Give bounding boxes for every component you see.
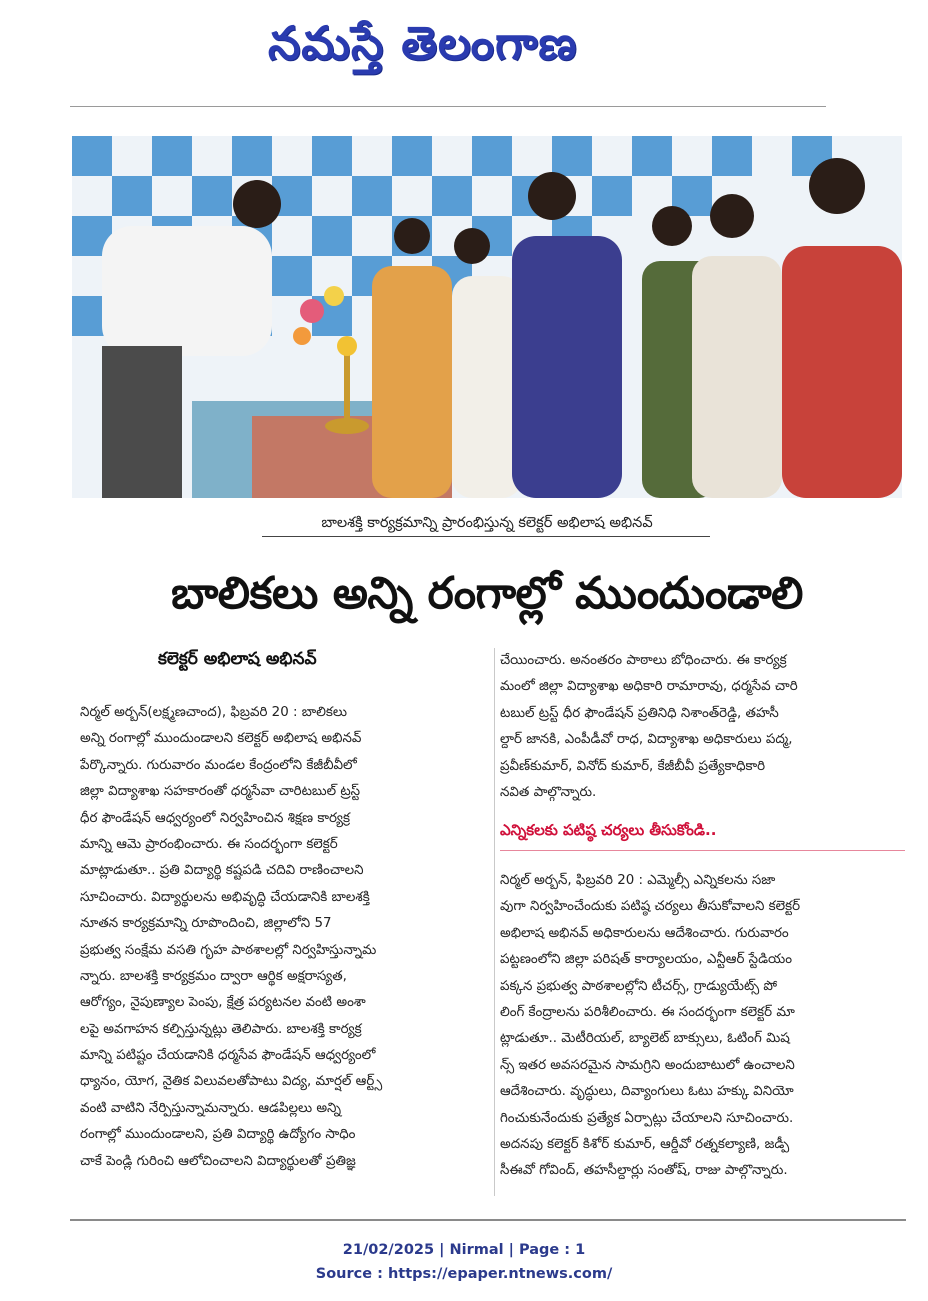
text-line: జిల్లా విద్యాశాఖ సహకారంతో ధర్మసేవా చారిటబుల్ ట్రస్ట్ — [80, 784, 361, 800]
text-line: నిర్మల్ అర్బన్, ఫిబ్రవరి 20 : ఎమ్మెల్సీ ఎన్నికలను సజా — [500, 873, 776, 888]
text-line: నవిత పాల్గొన్నారు. — [500, 784, 597, 800]
text-line: న్నారు. బాలశక్తి కార్యక్రమం ద్వారా ఆర్థిక అక్షరాస్యత, — [80, 968, 347, 984]
masthead-divider — [70, 106, 826, 107]
text-line: న్స్ ఇతర అవసరమైన సామగ్రిని అందుబాటులో ఉంచాలని — [500, 1057, 795, 1073]
text-line: సీఈవో గోవింద్, తహసీల్దార్లు సంతోష్, రాజు పాల్గొన్నారు. — [500, 1163, 788, 1179]
text-line: ప్రవీణ్‌కుమార్, వినోద్ కుమార్, కేజీబీవీ ప్రత్యేకాధికారి — [500, 758, 766, 774]
text-line: పేర్కొన్నారు. గురువారం మండల కేంద్రంలోని కేజీబీవీలో — [80, 757, 357, 773]
footer-divider — [70, 1219, 906, 1221]
article-headline: బాలికలు అన్ని రంగాల్లో ముందుండాలి — [171, 568, 803, 619]
second-article-body — [500, 868, 905, 1185]
caption-underline — [262, 536, 710, 537]
photo-illustration — [72, 136, 902, 498]
second-article-headline: ఎన్నికలకు పటిష్ఠ చర్యలు తీసుకోండి.. — [500, 821, 717, 839]
text-line: నిర్మల్ అర్బన్(లక్ష్మణచాంద), ఫిబ్రవరి 20 : బాలికలు — [80, 705, 348, 720]
footer-date-edition: 21/02/2025 | Nirmal | Page : 1 — [342, 1242, 586, 1258]
text-line: మంలో జిల్లా విద్యాశాఖ అధికారి రామారావు, ధర్మసేవ చారి — [500, 679, 798, 695]
article-body-left — [80, 700, 490, 1175]
text-line: గించుకునేందుకు ప్రత్యేక ఏర్పాట్లు చేయాలని సూచించారు. — [500, 1110, 794, 1126]
footer-source-link[interactable]: Source : https://epaper.ntnews.com/ — [315, 1266, 613, 1282]
column-divider — [494, 648, 495, 1196]
text-line: చాకే పెండ్లి గురించి ఆలోచించాలని విద్యార్థులతో ప్రతిజ్ఞ — [80, 1153, 356, 1169]
text-line: ప్రభుత్వ సంక్షేమ వసతి గృహ పాఠశాలల్లో నిర్వహిస్తున్నామ — [80, 942, 377, 958]
article-body-right-continued — [500, 648, 905, 806]
text-line: ధీర ఫౌండేషన్ ఆధ్వర్యంలో నిర్వహించిన శిక్షణ కార్యక్ర — [80, 810, 351, 826]
text-line: ల్దార్ జానకి, ఎంపీడీవో రాధ, విద్యాశాఖ అధికారులు పద్మ, — [500, 732, 793, 748]
news-photo — [72, 136, 902, 498]
text-line: అభిలాష అభినవ్ అధికారులను ఆదేశించారు. గురువారం — [500, 925, 789, 941]
masthead — [0, 0, 928, 96]
text-line: పక్కన ప్రభుత్వ పాఠశాలల్లోని టీచర్స్, గ్రాడ్యుయేట్స్ పో — [500, 978, 778, 994]
text-line: మాన్ని ఆమె ప్రారంభించారు. ఈ సందర్భంగా కలెక్టర్ — [80, 836, 338, 852]
text-line: అన్ని రంగాల్లో ముందుండాలని కలెక్టర్ అభిలాష అభినవ్ — [80, 731, 362, 747]
text-line: సూచించారు. విద్యార్థులను అభివృద్ధి చేయడానికి బాలశక్తి — [80, 889, 370, 905]
text-line: ట్లాడుతూ.. మెటీరియల్, బ్యాలెట్ బాక్సులు, ఓటింగ్ మిష — [500, 1031, 790, 1047]
subhead-underline — [500, 850, 905, 851]
page-footer — [0, 1238, 928, 1286]
text-line: లపై అవగాహన కల్పిస్తున్నట్లు తెలిపారు. బాలశక్తి కార్యక్ర — [80, 1021, 362, 1037]
text-line: వంటి వాటిని నేర్పిస్తున్నామన్నారు. ఆడపిల్లలు అన్ని — [80, 1100, 342, 1116]
text-line: లింగ్ కేంద్రాలను పరిశీలించారు. ఈ సందర్భంగా కలెక్టర్ మా — [500, 1004, 795, 1020]
text-line: పట్టణంలోని జిల్లా పరిషత్ కార్యాలయం, ఎన్టీఆర్ స్టేడియం — [500, 952, 792, 968]
text-line: మాట్లాడుతూ.. ప్రతి విద్యార్థి కష్టపడి చదివి రాణించాలని — [80, 863, 364, 879]
text-line: నూతన కార్యక్రమాన్ని రూపొందించి, జిల్లాలోని 57 — [80, 916, 332, 932]
photo-caption: బాలశక్తి కార్యక్రమాన్ని ప్రారంభిస్తున్న కలెక్టర్ అభిలాష అభినవ్ — [321, 515, 653, 531]
text-line: మాన్ని పటిష్టం చేయడానికి ధర్మసేవ ఫౌండేషన్ ఆధ్వర్యంలో — [80, 1048, 376, 1064]
text-line: చేయించారు. అనంతరం పాఠాలు బోధించారు. ఈ కార్యక్ర — [500, 653, 787, 668]
text-line: ఆదేశించారు. వృద్ధులు, దివ్యాంగులు ఓటు హక్కు వినియో — [500, 1084, 794, 1100]
text-line: టబుల్ ట్రస్ట్ ధీర ఫౌండేషన్ ప్రతినిధి నిశాంత్‌రెడ్డి, తహసీ — [500, 705, 779, 721]
newspaper-logo: నమస్తే తెలంగాణ — [268, 16, 578, 70]
text-line: రంగాల్లో ముందుండాలని, ప్రతి విద్యార్థి ఉద్యోగం సాధిం — [80, 1127, 356, 1143]
text-line: వుగా నిర్వహించేందుకు పటిష్ఠ చర్యలు తీసుకోవాలని కలెక్టర్ — [500, 899, 801, 915]
text-line: అదనపు కలెక్టర్ కిశోర్ కుమార్, ఆర్డీవో రత్నకల్యాణి, జడ్పీ — [500, 1136, 790, 1152]
text-line: ధ్యానం, యోగ, నైతిక విలువలతోపాటు విద్య, మార్షల్ ఆర్ట్స్ — [80, 1074, 383, 1090]
text-line: ఆరోగ్యం, నైపుణ్యాల పెంపు, క్షేత్ర పర్యటనల వంటి అంశా — [80, 995, 366, 1011]
article-byline: కలెక్టర్ అభిలాష అభినవ్ — [158, 649, 317, 669]
